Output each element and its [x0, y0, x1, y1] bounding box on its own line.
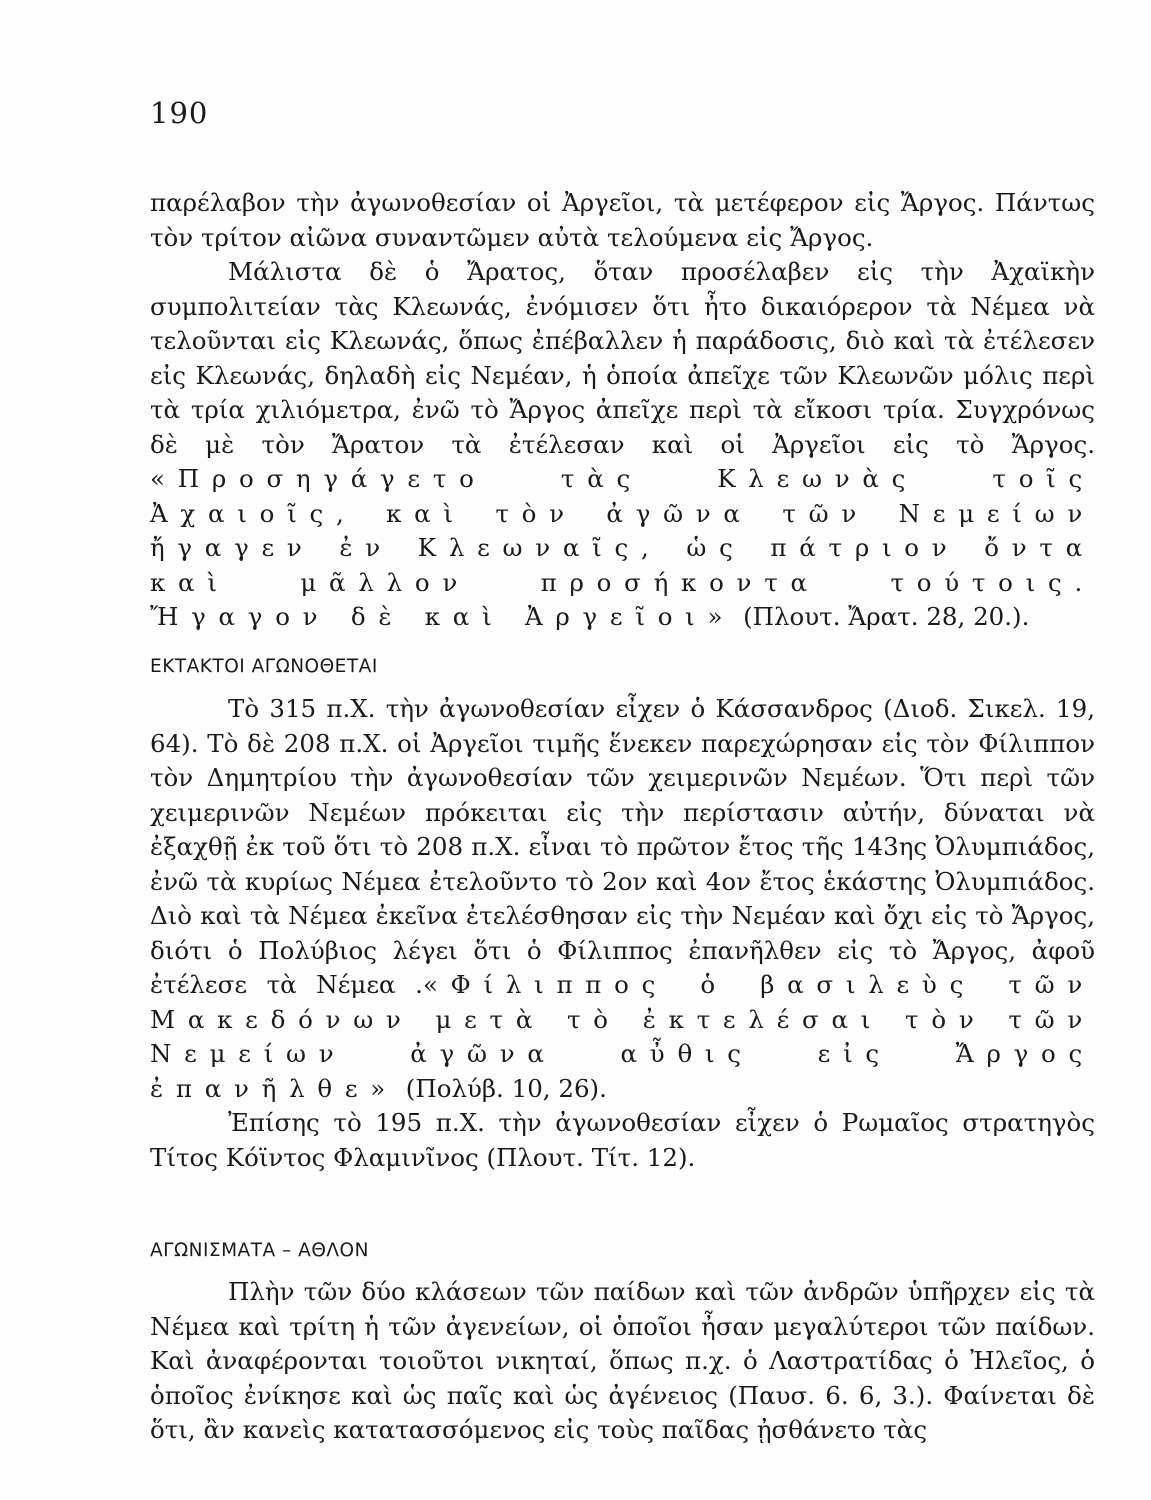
paragraph-text: Μάλιστα δὲ ὁ Ἄρατος, ὅταν προσέλαβεν εἰς τὴν Ἀχαϊκὴν συμπολιτείαν τὰς Κλεωνάς, ἐνόμισεν ὅτι ἦτο δικαιόρερον τὰ Νέμεα νὰ τελοῦνται εἰς Κλεωνάς, ὅπως ἐπέβαλλεν ἡ παράδοσις, διὸ καὶ τὰ ἐτέλεσεν εἰς Κλεωνάς, δηλαδὴ εἰς Νεμέαν, ἡ ὁποία ἀπεῖχε τῶν Κλεωνῶν μόλις περὶ τὰ τρία χιλιόμετρα, ἐνῶ τὸ Ἄργος ἀπεῖχε περὶ τὰ εἴκοσι τρία. Συγχρόνως δὲ μὲ τὸν Ἄρατον τὰ ἐτέλεσαν καὶ οἱ Ἀργεῖοι εἰς τὸ Ἄργος.: [150, 257, 1095, 459]
citation: (Πολύβ. 10, 26).: [405, 1073, 607, 1103]
text-block-agonothetai: [150, 692, 1095, 1175]
paragraph: [150, 255, 1095, 635]
paragraph-text: Τὸ 315 π.Χ. τὴν ἀγωνοθεσίαν εἶχεν ὁ Κάσσανδρος (Διοδ. Σικελ. 19, 64). Τὸ δὲ 208 π.Χ. οἱ Ἀργεῖοι τιμῆς ἕνεκεν παρεχώρησαν εἰς τὸν Φίλιππον τὸν Δημητρίου τὴν ἀγωνοθεσίαν τῶν χειμερινῶν Νεμέων. Ὅτι περὶ τῶν χειμερινῶν Νεμέων πρόκειται εἰς τὴν περίστασιν αὐτήν, δύναται νὰ ἐξαχθῇ ἐκ τοῦ ὅτι τὸ 208 π.Χ. εἶναι τὸ πρῶτον ἔτος τῆς 143ης Ὀλυμπιάδος, ἐνῶ τὰ κυρίως Νέμεα ἐτελοῦντο τὸ 2ον καὶ 4ον ἔτος ἑκάστης Ὀλυμπιάδος. Διὸ καὶ τὰ Νέμεα ἐκεῖνα ἐτελέσθησαν εἰς τὴν Νεμέαν καὶ ὄχι εἰς τὸ Ἄργος, διότι ὁ Πολύβιος λέγει ὅτι ὁ Φίλιππος ἐπανῆλθεν εἰς τὸ Ἄργος, ἀφοῦ ἐτέλεσε τὰ Νέμεα .: [150, 694, 1095, 999]
section-heading: ΕΚΤΑΚΤΟΙ ΑΓΩΝΟΘΕΤΑΙ: [150, 656, 378, 677]
page-number: 190: [150, 96, 209, 130]
citation: (Πλουτ. Ἄρατ. 28, 20.).: [743, 602, 1030, 631]
paragraph: Ἐπίσης τὸ 195 π.Χ. τὴν ἀγωνοθεσίαν εἶχεν ὁ Ρωμαῖος στρατηγὸς Τίτος Κόϊντος Φλαμινῖνος (Πλουτ. Τίτ. 12).: [150, 1108, 1095, 1172]
text-block-intro: [150, 186, 1095, 635]
section-heading: ΑΓΩΝΙΣΜΑΤΑ – ΑΘΛΟΝ: [150, 1240, 369, 1261]
quotation: «Φίλιππος ὁ βασιλεὺς τῶν Μακεδόνων μετὰ τὸ ἐκτελέσαι τὸν τῶν Νεμείων ἀγῶνα αὖθις εἰς Ἄργος ἐπανῆλθε»: [150, 970, 1095, 1103]
paragraph: Πλὴν τῶν δύο κλάσεων τῶν παίδων καὶ τῶν ἀνδρῶν ὑπῆρχεν εἰς τὰ Νέμεα καὶ τρίτη ἡ τῶν ἀγενείων, οἱ ὁποῖοι ἦσαν μεγαλύτεροι τῶν παίδων. Καὶ ἀναφέρονται τοιοῦτοι νικηταί, ὅπως π.χ. ὁ Λαστρατίδας ὁ Ἠλεῖος, ὁ ὁποῖος ἐνίκησε καὶ ὡς παῖς καὶ ὡς ἀγένειος (Παυσ. 6. 6, 3.). Φαίνεται δὲ ὅτι, ἂν κανεὶς κατατασσόμενος εἰς τοὺς παῖδας ᾐσθάνετο τὰς: [150, 1277, 1095, 1444]
text-block-agonismata: [150, 1275, 1095, 1448]
quotation: «Προσηγάγετο τὰς Κλεωνὰς τοῖς Ἀχαιοῖς, καὶ τὸν ἀγῶνα τῶν Νεμείων ἤγαγεν ἐν Κλεωναῖς, ὡς πάτριον ὄντα καὶ μᾶλλον προσήκοντα τούτοις. Ἤγαγον δὲ καὶ Ἀργεῖοι»: [150, 464, 1095, 631]
paragraph: παρέλαβον τὴν ἀγωνοθεσίαν οἱ Ἀργεῖοι, τὰ μετέφερον εἰς Ἄργος. Πάντως τὸν τρίτον αἰῶνα συναντῶμεν αὐτὰ τελούμενα εἰς Ἄργος.: [150, 188, 1095, 252]
paragraph: [150, 692, 1095, 1106]
